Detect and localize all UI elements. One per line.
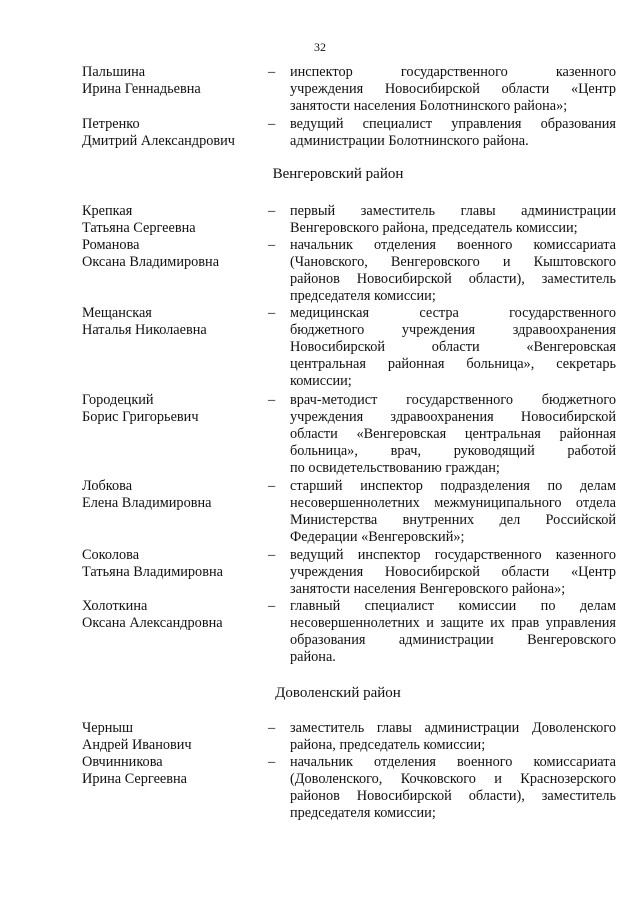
district-heading: Доволенский район (275, 685, 401, 701)
member-name (82, 392, 262, 426)
position-line: районов Новосибирской области), заместитель (290, 788, 616, 804)
position-line: района. (290, 649, 336, 665)
dash-separator: – (268, 116, 276, 132)
member-surname: Соколова (82, 547, 140, 563)
dash-separator: – (268, 598, 276, 614)
position-line: Министерства внутренних дел Российской (290, 512, 616, 528)
position-line: председателя комиссии; (290, 288, 436, 304)
dash-separator: – (268, 754, 276, 770)
dash-separator: – (268, 237, 276, 253)
member-name (82, 116, 262, 150)
member-position (290, 305, 616, 390)
member-given-names: Борис Григорьевич (82, 409, 199, 425)
member-given-names: Елена Владимировна (82, 495, 212, 511)
member-position (290, 392, 616, 477)
member-name (82, 598, 262, 632)
position-line: первый заместитель главы администрации (290, 203, 616, 219)
member-name (82, 203, 262, 237)
member-surname: Городецкий (82, 392, 154, 408)
position-line: образования администрации Венгеровского (290, 632, 616, 648)
member-surname: Крепкая (82, 203, 133, 219)
position-line: старший инспектор подразделения по делам (290, 478, 616, 494)
member-name (82, 237, 262, 271)
dash-separator: – (268, 64, 276, 80)
position-line: заместитель главы администрации Доволенского (290, 720, 616, 736)
position-line: учреждения здравоохранения Новосибирской (290, 409, 616, 425)
position-line: учреждения Новосибирской области «Центр (290, 81, 616, 97)
member-surname: Лобкова (82, 478, 133, 494)
member-position (290, 478, 616, 546)
member-given-names: Татьяна Владимировна (82, 564, 223, 580)
member-position (290, 203, 616, 237)
member-given-names: Оксана Александровна (82, 615, 223, 631)
member-given-names: Оксана Владимировна (82, 254, 220, 270)
position-line: начальник отделения военного комиссариата (290, 237, 616, 253)
position-line: главный специалист комиссии по делам (290, 598, 616, 614)
position-line: по освидетельствованию граждан; (290, 460, 500, 476)
member-given-names: Наталья Николаевна (82, 322, 207, 338)
member-given-names: Андрей Иванович (82, 737, 192, 753)
member-position (290, 720, 616, 754)
member-name (82, 720, 262, 754)
member-given-names: Дмитрий Александрович (82, 133, 235, 149)
position-line: Федерации «Венгеровский»; (290, 529, 465, 545)
position-line: администрации Болотнинского района. (290, 133, 529, 149)
position-line: начальник отделения военного комиссариата (290, 754, 616, 770)
dash-separator: – (268, 547, 276, 563)
position-line: комиссии; (290, 373, 352, 389)
position-line: районов Новосибирской области), заместитель (290, 271, 616, 287)
member-name (82, 754, 262, 788)
page-number: 32 (314, 40, 326, 54)
member-surname: Холоткина (82, 598, 148, 614)
member-surname: Мещанская (82, 305, 152, 321)
position-line: председателя комиссии; (290, 805, 436, 821)
position-line: Новосибирской области «Венгеровская (290, 339, 616, 355)
member-position (290, 237, 616, 305)
member-surname: Пальшина (82, 64, 146, 80)
member-position (290, 64, 616, 115)
position-line: центральная районная больница», секретарь (290, 356, 616, 372)
dash-separator: – (268, 305, 276, 321)
dash-separator: – (268, 720, 276, 736)
member-given-names: Ирина Сергеевна (82, 771, 188, 787)
position-line: занятости населения Венгеровского района»; (290, 581, 566, 597)
position-line: ведущий специалист управления образования (290, 116, 616, 132)
dash-separator: – (268, 478, 276, 494)
member-position (290, 547, 616, 598)
position-line: Венгеровского района, председатель комиссии; (290, 220, 578, 236)
position-line: врач-методист государственного бюджетного (290, 392, 616, 408)
member-surname: Романова (82, 237, 140, 253)
member-surname: Черныш (82, 720, 134, 736)
position-line: несовершеннолетних межмуниципального отдела (290, 495, 616, 511)
member-name (82, 305, 262, 339)
member-name (82, 64, 262, 98)
position-line: (Доволенского, Кочковского и Краснозерского (290, 771, 616, 787)
position-line: ведущий инспектор государственного казенного (290, 547, 616, 563)
position-line: области «Венгеровская центральная районная (290, 426, 616, 442)
dash-separator: – (268, 392, 276, 408)
member-surname: Овчинникова (82, 754, 163, 770)
member-position (290, 598, 616, 666)
position-line: (Чановского, Венгеровского и Кыштовского (290, 254, 616, 270)
member-given-names: Ирина Геннадьевна (82, 81, 201, 97)
position-line: больница», врач, руководящий работой (290, 443, 616, 459)
position-line: несовершеннолетних и защите их прав управления (290, 615, 616, 631)
position-line: инспектор государственного казенного (290, 64, 616, 80)
position-line: занятости населения Болотнинского района»; (290, 98, 568, 114)
member-given-names: Татьяна Сергеевна (82, 220, 196, 236)
district-heading: Венгеровский район (272, 166, 404, 182)
member-name (82, 547, 262, 581)
dash-separator: – (268, 203, 276, 219)
position-line: бюджетного учреждения здравоохранения (290, 322, 616, 338)
position-line: медицинская сестра государственного (290, 305, 616, 321)
member-position (290, 754, 616, 822)
member-name (82, 478, 262, 512)
member-position (290, 116, 616, 150)
position-line: учреждения Новосибирской области «Центр (290, 564, 616, 580)
position-line: района, председатель комиссии; (290, 737, 486, 753)
member-surname: Петренко (82, 116, 140, 132)
